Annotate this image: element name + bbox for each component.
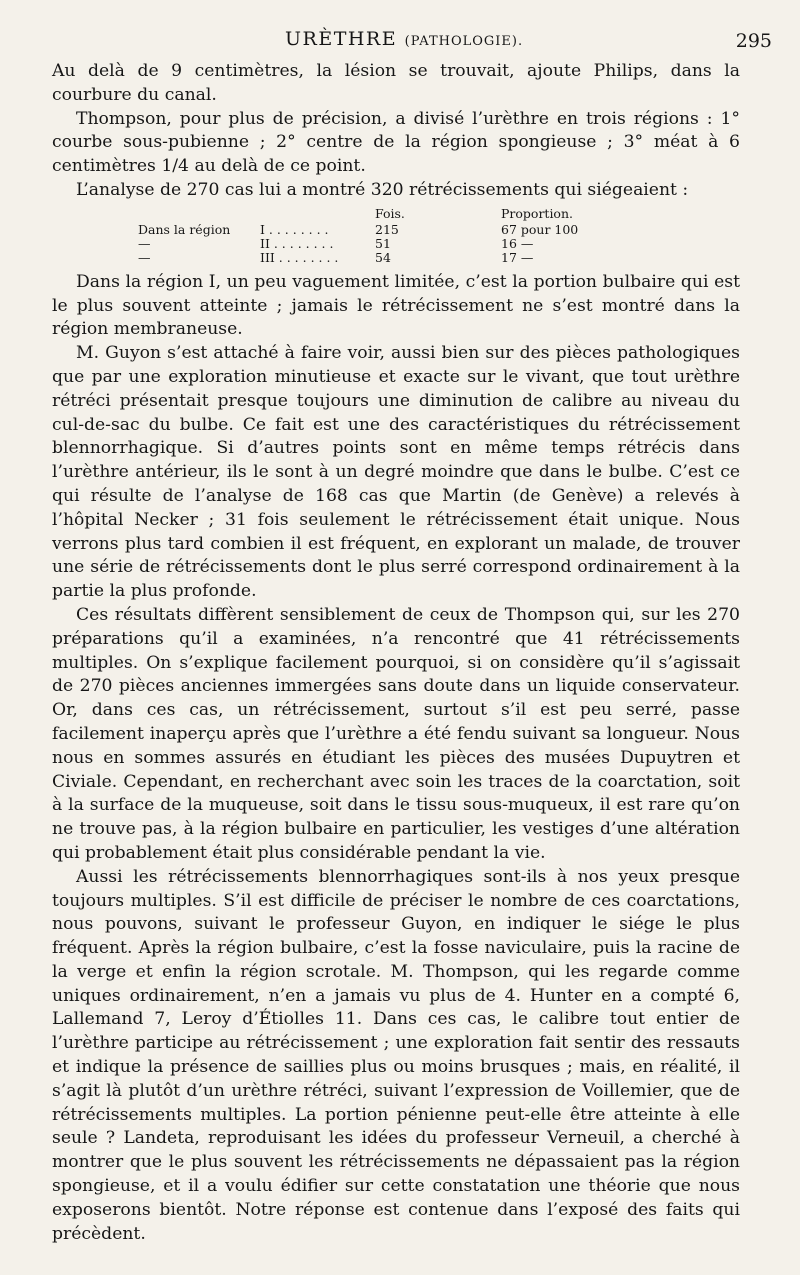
column-header-fois: Fois.: [375, 205, 405, 221]
paragraph: Ces résultats diffèrent sensiblement de ceux de Thompson qui, sur les 270 préparations qu’il a examinées, n’a rencontré que 41 rétrécissements multiples. On s’explique facilement pourquoi, si on considère qu’il s’agissait de 270 pièces anciennes immergées sans doute dans un liquide conservateur. Or, dans ces cas, un rétrécissement, surtout s’il est peu serré, passe facilement inaperçu après que l’urèthre a été fendu suivant sa longueur. Nous nous en sommes assurés en étudiant les pièces des musées Dupuytren et Civiale. Cependant, en recherchant avec soin les traces de la coarctation, soit à la surface de la muqueuse, soit dans le tissu sous-muqueux, il est rare qu’on ne trouve pas, à la région bulbaire en particulier, les vestiges d’une altération qui probablement était plus considérable pendant la vie.: [52, 604, 740, 863]
row-proportion: 16 —: [501, 235, 534, 251]
row-fois: 51: [375, 235, 391, 251]
paragraph: L’analyse de 270 cas lui a montré 320 rétrécissements qui siégeaient :: [76, 179, 689, 200]
paragraph: Dans la région I, un peu vaguement limitée, c’est la portion bulbaire qui est le plus souvent atteinte ; jamais le rétrécissement ne s’est montré dans la région membraneuse.: [52, 271, 740, 340]
paragraph: Aussi les rétrécissements blennorrhagiques sont-ils à nos yeux presque toujours multiples. S’il est difficile de préciser le nombre de ces coarctations, nous pouvons, suivant le professeur Guyon, en indiquer le siége le plus fréquent. Après la région bulbaire, c’est la fosse naviculaire, puis la racine de la verge et enfin la région scrotale. M. Thompson, qui les regarde comme uniques ordinairement, n’en a jamais vu plus de 4. Hunter en a compté 6, Lallemand 7, Leroy d’Étiolles 11. Dans ces cas, le calibre tout entier de l’urèthre participe au rétrécissement ; une exploration fait sentir des ressauts et indique la présence de saillies plus ou moins brusques ; mais, en réalité, il s’agit là plutôt d’un urèthre rétréci, suivant l’expression de Voillemier, que de rétrécissements multiples. La portion pénienne peut-elle être atteinte à elle seule ? Landeta, reproduisant les idées du professeur Verneuil, a cherché à montrer que le plus souvent les rétrécissements ne dépassaient pas la région spongieuse, et il a voulu édifier sur cette constatation une théorie que nous exposerons bientôt. Notre réponse est contenue dans l’exposé des faits qui précèdent.: [52, 866, 740, 1244]
running-header: [0, 28, 800, 58]
paragraph: Au delà de 9 centimètres, la lésion se trouvait, ajoute Philips, dans la courbure du canal.: [52, 61, 740, 105]
row-region: II . . . . . . . .: [260, 235, 334, 251]
column-header-proportion: Proportion.: [501, 205, 573, 221]
stats-table: [52, 207, 621, 265]
running-title: [285, 28, 523, 50]
row-proportion: 67 pour 100: [501, 221, 579, 237]
paragraph: M. Guyon s’est attaché à faire voir, aussi bien sur des pièces pathologiques que par une exploration minutieuse et exacte sur le vivant, que tout urèthre rétréci présentait presque toujours une diminution de calibre au niveau du cul-de-sac du bulbe. Ce fait est une des caractéristiques du rétrécissement blennorrhagique. Si d’autres points sont en même temps rétrécis dans l’urèthre antérieur, ils le sont à un degré moindre que dans le bulbe. C’est ce qui résulte de l’analyse de 168 cas que Martin (de Genève) a relevés à l’hôpital Necker ; 31 fois seulement le rétrécissement était unique. Nous verrons plus tard combien il est fréquent, en explorant un malade, de trouver une série de rétrécissements dont le plus serré correspond ordinairement à la partie la plus profonde.: [52, 343, 740, 602]
table-row: [52, 237, 621, 251]
table-row: [52, 251, 621, 265]
row-proportion: 17 —: [501, 249, 534, 265]
page-body: [52, 60, 740, 1246]
running-title-subtitle: (PATHOLOGIE).: [404, 34, 524, 49]
row-region: I . . . . . . . .: [260, 221, 329, 237]
row-fois: 54: [375, 249, 391, 265]
table-header-row: [52, 207, 621, 223]
row-fois: 215: [375, 221, 399, 237]
row-label: Dans la région: [138, 221, 231, 237]
table-row: [52, 223, 621, 237]
paragraph: Thompson, pour plus de précision, a divisé l’urèthre en trois régions : 1° courbe sous-pubienne ; 2° centre de la région spongieuse ; 3° méat à 6 centimètres 1/4 au delà de ce point.: [52, 108, 740, 177]
running-title-main: URÈTHRE: [285, 28, 398, 50]
page-number: 295: [735, 30, 772, 52]
row-region: III . . . . . . . .: [260, 249, 339, 265]
row-label: —: [138, 249, 151, 265]
row-label: —: [138, 235, 151, 251]
